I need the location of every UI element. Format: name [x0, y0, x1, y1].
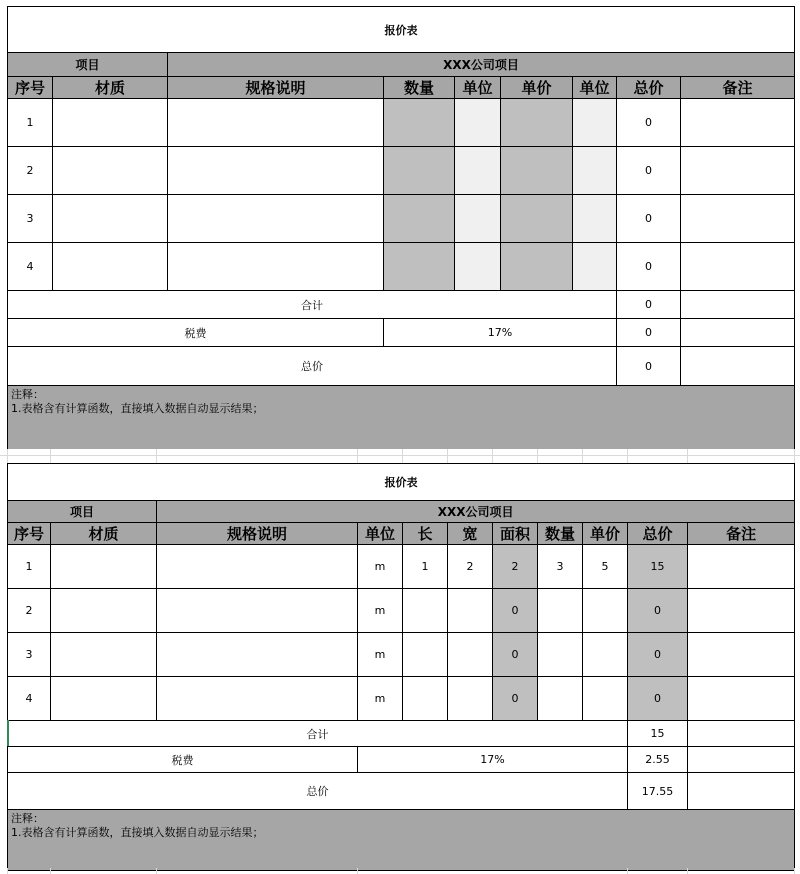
cell-material[interactable]	[53, 243, 168, 291]
cell-unit[interactable]: m	[358, 589, 403, 633]
subtotal-value[interactable]: 0	[617, 291, 681, 319]
table-row	[8, 677, 795, 721]
cell-qty[interactable]	[538, 677, 583, 721]
cell-price[interactable]	[583, 677, 628, 721]
col-header-unit[interactable]: 单位	[455, 77, 501, 99]
grand-total-remark[interactable]	[681, 347, 795, 386]
cell-price[interactable]	[501, 147, 573, 195]
col-header-spec[interactable]: 规格说明	[168, 77, 384, 99]
cell-no[interactable]: 2	[8, 147, 53, 195]
cell-price[interactable]: 5	[583, 545, 628, 589]
sheet-gridlines	[0, 449, 800, 463]
subtotal-row	[8, 721, 795, 747]
cell-remark[interactable]	[681, 195, 795, 243]
cell-total[interactable]: 0	[628, 677, 688, 721]
cell-spec[interactable]	[168, 243, 384, 291]
cell-width[interactable]: 2	[448, 545, 493, 589]
cell-unit-2[interactable]	[573, 195, 617, 243]
cell-qty[interactable]: 3	[538, 545, 583, 589]
cell-width[interactable]	[448, 633, 493, 677]
grand-total-label[interactable]: 总价	[8, 773, 628, 810]
col-header-unit[interactable]: 单位	[358, 523, 403, 545]
table-row	[8, 589, 795, 633]
subtotal-remark[interactable]	[688, 721, 795, 747]
notes-title: 注释：	[11, 388, 44, 401]
cell-area[interactable]: 0	[493, 633, 538, 677]
subtotal-label[interactable]: 合计	[8, 291, 617, 319]
cell-no[interactable]: 4	[8, 677, 51, 721]
cell-price[interactable]	[583, 589, 628, 633]
cell-qty[interactable]	[384, 147, 455, 195]
grand-total-value[interactable]: 0	[617, 347, 681, 386]
notes-line: 1.表格含有计算函数，直接填入数据自动显示结果；	[11, 402, 264, 415]
cell-total[interactable]: 0	[617, 147, 681, 195]
cell-total[interactable]: 0	[617, 243, 681, 291]
cell-selection-marker	[7, 720, 9, 746]
col-header-length[interactable]: 长	[403, 523, 448, 545]
cell-spec[interactable]	[157, 589, 358, 633]
cell-length[interactable]	[403, 589, 448, 633]
tax-remark[interactable]	[681, 319, 795, 347]
cell-no[interactable]: 2	[8, 589, 51, 633]
table-row	[8, 147, 795, 195]
col-header-spec[interactable]: 规格说明	[157, 523, 358, 545]
cell-material[interactable]	[51, 589, 157, 633]
col-header-no[interactable]: 序号	[8, 523, 51, 545]
quote-table-1	[7, 6, 795, 450]
subtotal-row	[8, 291, 795, 319]
cell-material[interactable]	[51, 545, 157, 589]
cell-area[interactable]: 2	[493, 545, 538, 589]
col-header-total[interactable]: 总价	[628, 523, 688, 545]
notes-line: 1.表格含有计算函数，直接填入数据自动显示结果；	[11, 826, 264, 839]
cell-unit-2[interactable]	[573, 243, 617, 291]
cell-total[interactable]: 0	[628, 589, 688, 633]
subtotal-remark[interactable]	[681, 291, 795, 319]
cell-no[interactable]: 1	[8, 545, 51, 589]
cell-spec[interactable]	[157, 677, 358, 721]
cell-no[interactable]: 4	[8, 243, 53, 291]
cell-remark[interactable]	[688, 633, 795, 677]
subtotal-value[interactable]: 15	[628, 721, 688, 747]
cell-total[interactable]: 0	[617, 99, 681, 147]
col-header-price[interactable]: 单价	[583, 523, 628, 545]
cell-remark[interactable]	[681, 147, 795, 195]
cell-material[interactable]	[53, 195, 168, 243]
cell-price[interactable]	[583, 633, 628, 677]
col-header-material[interactable]: 材质	[53, 77, 168, 99]
cell-qty[interactable]	[384, 243, 455, 291]
project-label[interactable]: 项目	[8, 53, 168, 77]
cell-area[interactable]: 0	[493, 589, 538, 633]
cell-unit[interactable]	[455, 147, 501, 195]
table-row	[8, 99, 795, 147]
col-header-qty[interactable]: 数量	[538, 523, 583, 545]
project-name[interactable]: XXX公司项目	[168, 53, 795, 77]
tax-remark[interactable]	[688, 747, 795, 773]
table-row	[8, 195, 795, 243]
col-header-price[interactable]: 单价	[501, 77, 573, 99]
notes-cell[interactable]	[8, 386, 795, 450]
cell-price[interactable]	[501, 195, 573, 243]
cell-spec[interactable]	[157, 545, 358, 589]
tax-label[interactable]: 税费	[8, 319, 384, 347]
col-header-no[interactable]: 序号	[8, 77, 53, 99]
tax-rate[interactable]: 17%	[358, 747, 628, 773]
cell-no[interactable]: 3	[8, 195, 53, 243]
cell-spec[interactable]	[168, 195, 384, 243]
tax-value[interactable]: 0	[617, 319, 681, 347]
cell-unit-2[interactable]	[573, 147, 617, 195]
cell-area[interactable]: 0	[493, 677, 538, 721]
cell-spec[interactable]	[168, 99, 384, 147]
cell-qty[interactable]	[538, 589, 583, 633]
cell-qty[interactable]	[538, 633, 583, 677]
project-label[interactable]: 项目	[8, 501, 157, 523]
cell-remark[interactable]	[681, 99, 795, 147]
cell-length[interactable]	[403, 633, 448, 677]
tax-row	[8, 747, 795, 773]
cell-qty[interactable]	[384, 195, 455, 243]
cell-no[interactable]: 1	[8, 99, 53, 147]
col-header-remark[interactable]: 备注	[681, 77, 795, 99]
col-header-area[interactable]: 面积	[493, 523, 538, 545]
grand-total-label[interactable]: 总价	[8, 347, 617, 386]
cell-total[interactable]: 0	[617, 195, 681, 243]
cell-remark[interactable]	[688, 677, 795, 721]
grand-total-value[interactable]: 17.55	[628, 773, 688, 810]
grand-total-row	[8, 773, 795, 810]
cell-remark[interactable]	[681, 243, 795, 291]
cell-unit-2[interactable]	[573, 99, 617, 147]
cell-material[interactable]	[53, 99, 168, 147]
project-name[interactable]: XXX公司项目	[157, 501, 795, 523]
tax-value[interactable]: 2.55	[628, 747, 688, 773]
cell-material[interactable]	[53, 147, 168, 195]
cell-total[interactable]: 0	[628, 633, 688, 677]
cell-length[interactable]	[403, 677, 448, 721]
table-row	[8, 545, 795, 589]
cell-total[interactable]: 15	[628, 545, 688, 589]
cell-unit[interactable]	[455, 195, 501, 243]
cell-spec[interactable]	[168, 147, 384, 195]
notes-title: 注释：	[11, 812, 44, 825]
tax-label[interactable]: 税费	[8, 747, 358, 773]
cell-price[interactable]	[501, 243, 573, 291]
grand-total-row	[8, 347, 795, 386]
tax-rate[interactable]: 17%	[384, 319, 617, 347]
quote-table-2	[7, 463, 795, 871]
cell-unit[interactable]	[455, 243, 501, 291]
subtotal-label[interactable]: 合计	[8, 721, 628, 747]
cell-material[interactable]	[51, 633, 157, 677]
cell-unit[interactable]: m	[358, 677, 403, 721]
cell-length[interactable]: 1	[403, 545, 448, 589]
cell-no[interactable]: 3	[8, 633, 51, 677]
col-header-width[interactable]: 宽	[448, 523, 493, 545]
cell-unit[interactable]: m	[358, 633, 403, 677]
notes-cell[interactable]	[8, 810, 795, 871]
tax-row	[8, 319, 795, 347]
cell-qty[interactable]	[384, 99, 455, 147]
grand-total-remark[interactable]	[688, 773, 795, 810]
table-row	[8, 243, 795, 291]
col-header-qty[interactable]: 数量	[384, 77, 455, 99]
table-title[interactable]: 报价表	[8, 464, 795, 501]
cell-remark[interactable]	[688, 545, 795, 589]
cell-width[interactable]	[448, 589, 493, 633]
cell-unit[interactable]: m	[358, 545, 403, 589]
cell-width[interactable]	[448, 677, 493, 721]
col-header-material[interactable]: 材质	[51, 523, 157, 545]
table-row	[8, 633, 795, 677]
cell-remark[interactable]	[688, 589, 795, 633]
cell-unit[interactable]	[455, 99, 501, 147]
col-header-unit-2[interactable]: 单位	[573, 77, 617, 99]
bottom-gridlines	[0, 868, 800, 874]
cell-spec[interactable]	[157, 633, 358, 677]
col-header-remark[interactable]: 备注	[688, 523, 795, 545]
table-title[interactable]: 报价表	[8, 7, 795, 53]
cell-price[interactable]	[501, 99, 573, 147]
col-header-total[interactable]: 总价	[617, 77, 681, 99]
cell-material[interactable]	[51, 677, 157, 721]
